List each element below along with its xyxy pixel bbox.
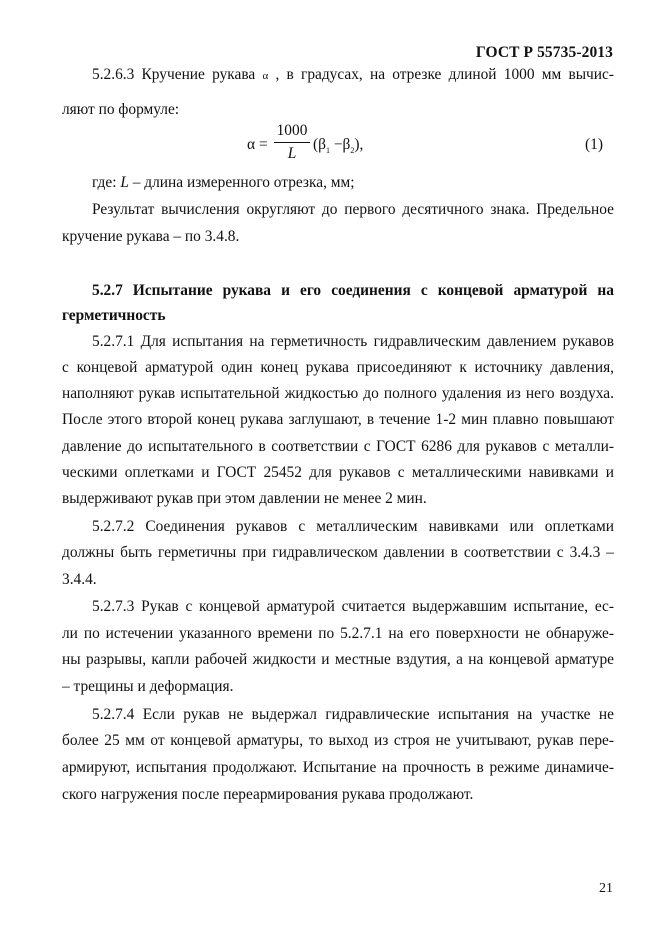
clause-5-2-7-2-line: 5.2.7.2 Соединения рукавов с металлическим навивками или оплетками [92, 518, 614, 535]
formula-1 [247, 122, 447, 168]
formula-subscript: 1 [325, 146, 330, 156]
formula-equals: = [259, 136, 268, 153]
formula-number: (1) [585, 136, 603, 153]
formula-difference [313, 136, 363, 155]
section-5-2-7-heading-line-2: герметичность [62, 307, 166, 324]
alpha-symbol: α [262, 70, 269, 82]
clause-5-2-7-3-line: 5.2.7.3 Рукав с концевой арматурой считается выдержавшим испытание, ес- [92, 598, 614, 615]
result-line-2: кручение рукава – по 3.4.8. [62, 228, 240, 245]
clause-5-2-6-3-line-1 [92, 65, 614, 86]
section-5-2-7-heading-line-1: 5.2.7 Испытание рукава и его соединения с концевой арматурой на [92, 282, 614, 299]
variable-L: L [120, 174, 129, 191]
clause-text: , в градусах, на отрезке длиной 1000 мм вычис- [268, 66, 614, 83]
where-clause [92, 173, 614, 193]
clause-5-2-6-3-line-2: ляют по формуле: [62, 101, 180, 118]
clause-5-2-7-1-line: с концевой арматурой один конец рукава присоединяют к источнику давления, [62, 359, 614, 376]
where-text: – длина измеренного отрезка, мм; [128, 174, 355, 191]
formula-fraction [274, 122, 310, 163]
formula-part: ), [354, 136, 364, 153]
clause-5-2-7-4-line: армируют, испытания продолжают. Испытание на прочность в режиме динамиче- [62, 759, 614, 776]
clause-5-2-7-4-line: более 25 мм от концевой арматуры, то выход из строя не учитывают, рукав пере- [62, 732, 614, 749]
formula-part: (β [313, 136, 326, 153]
clause-5-2-7-1-line: наполняют рукав испытательной жидкостью до полного удаления из него воздуха. [62, 385, 614, 402]
clause-5-2-7-1-line: давление до испытательного в соответствии с ГОСТ 6286 для рукавов с металли- [62, 438, 614, 455]
page-number: 21 [599, 881, 613, 896]
formula-lhs: α [247, 136, 256, 153]
clause-5-2-7-3-line: – трещины и деформация. [62, 678, 234, 695]
clause-5-2-7-2-line: должны быть герметичны при гидравлическом давлении в соответствии с 3.4.3 – [62, 544, 614, 561]
clause-5-2-7-4-line: ского нагружения после переармирования рукава продолжают. [62, 786, 474, 803]
formula-denominator: L [287, 145, 297, 162]
clause-5-2-7-3-line: ны разрывы, капли рабочей жидкости и местные вздутия, а на концевой арматуре [62, 651, 614, 668]
clause-5-2-7-4-line: 5.2.7.4 Если рукав не выдержал гидравлические испытания на участке не [92, 706, 614, 723]
formula-part: −β [329, 136, 351, 153]
document-code-header: ГОСТ Р 55735-2013 [475, 44, 613, 61]
clause-5-2-7-1-line: После этого второй конец рукава заглушают, в течение 1-2 мин плавно повышают [62, 411, 614, 428]
clause-text: 5.2.6.3 Кручение рукава [92, 66, 263, 83]
clause-5-2-7-2-line: 3.4.4. [62, 571, 97, 588]
fraction-bar [274, 142, 310, 143]
formula-numerator: 1000 [276, 122, 308, 139]
clause-5-2-7-1-line: ческими оплетками и ГОСТ 25452 для рукавов с металлическими навивками и [62, 464, 614, 481]
clause-5-2-7-3-line: ли по истечении указанного времени по 5.2.7.1 на его поверхности не обнаруже- [62, 625, 614, 642]
formula-subscript: 2 [350, 146, 355, 156]
clause-5-2-7-1-line: выдерживают рукав при этом давлении не менее 2 мин. [62, 490, 427, 507]
result-line-1: Результат вычисления округляют до первого десятичного знака. Предельное [92, 201, 614, 218]
clause-5-2-7-1-line: 5.2.7.1 Для испытания на герметичность гидравлическим давлением рукавов [92, 333, 614, 350]
where-prefix: где: [92, 174, 121, 191]
